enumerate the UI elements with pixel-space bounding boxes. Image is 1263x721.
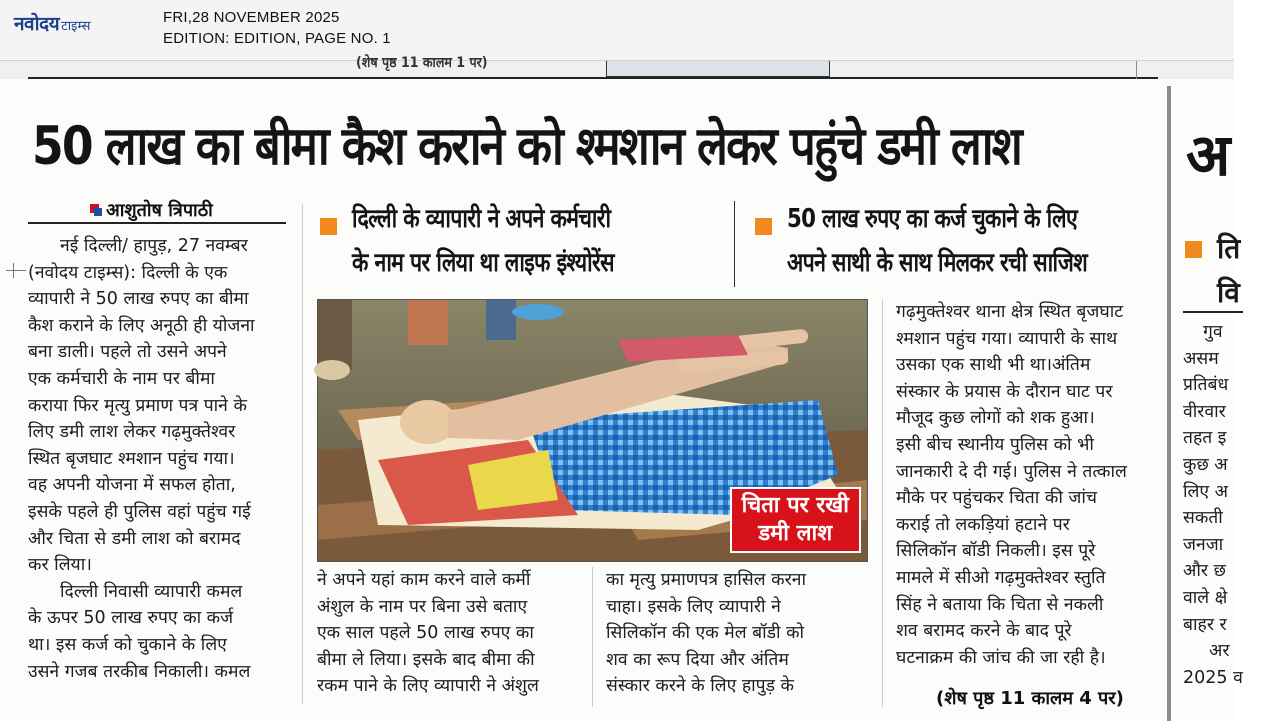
- photo-caption-line1: चिता पर रखी: [741, 493, 849, 518]
- subhead-bullet-icon: [320, 218, 337, 235]
- body-line: अंशुल के नाम पर बिना उसे बताए: [317, 596, 528, 617]
- crop-mark-v: [13, 263, 14, 278]
- newspaper-page[interactable]: [0, 55, 1243, 721]
- body-line: मौजूद कुछ लोगों को शक हुआ।: [896, 408, 1095, 429]
- body-line: के ऊपर 50 लाख रुपए का कर्ज: [28, 608, 234, 629]
- body-line: शव का रूप दिया और अंतिम: [606, 649, 789, 670]
- body-line: इसी बीच स्थानीय पुलिस को भी: [896, 434, 1094, 455]
- clipped-photo-edge: [606, 61, 830, 77]
- body-line: कराई तो लकड़ियां हटाने पर: [896, 514, 1070, 535]
- body-line: उसने गजब तरकीब निकाली। कमल: [28, 661, 251, 682]
- body-line: जनजा: [1183, 534, 1224, 555]
- body-line: था। इस कर्ज को चुकाने के लिए: [28, 634, 227, 655]
- body-line: संस्कार करने के लिए हापुड़ के: [606, 676, 794, 697]
- logo-main-text: नवोदय: [14, 13, 60, 35]
- body-line: मामले में सीओ गढ़मुक्तेश्वर स्तुति: [896, 567, 1106, 588]
- body-line: सिलिकॉन बॉडी निकली। इस पूरे: [896, 541, 1096, 562]
- clipped-continuation-text: (शेष पृष्ठ 11 कालम 1 पर): [356, 55, 488, 71]
- edition-page-info: EDITION: EDITION, PAGE NO. 1: [163, 30, 391, 47]
- byline: [90, 198, 213, 222]
- body-line: (नवोदय टाइम्स): दिल्ली के एक: [28, 262, 228, 283]
- newspaper-logo[interactable]: [14, 10, 90, 34]
- body-line: कराया फिर मृत्यु प्रमाण पत्र पाने के: [28, 395, 247, 416]
- body-line: बना डाली। पहले तो उसने अपने: [28, 342, 227, 363]
- body-line: तहत इ: [1183, 428, 1227, 449]
- body-line: शव बरामद करने के बाद पूरे: [896, 621, 1072, 642]
- body-line: कुछ अ: [1183, 454, 1228, 475]
- next-headline-fragment: अ: [1186, 121, 1231, 189]
- byline-rule: [28, 222, 286, 224]
- photo-caption-line2: डमी लाश: [758, 521, 833, 546]
- article-headline: 50 लाख का बीमा कैश कराने को श्मशान लेकर पहुंचे डमी लाश: [32, 116, 1021, 177]
- body-line: सकती: [1183, 508, 1223, 529]
- article-photo[interactable]: [317, 299, 868, 562]
- subhead-bullet-icon: [1185, 241, 1202, 258]
- column-divider: [302, 204, 303, 704]
- continuation-note[interactable]: (शेष पृष्ठ 11 कालम 4 पर): [936, 688, 1124, 709]
- edition-date: FRI,28 NOVEMBER 2025: [163, 9, 340, 26]
- body-line: जानकारी दे दी गई। पुलिस ने तत्काल: [896, 461, 1127, 482]
- body-line: का मृत्यु प्रमाणपत्र हासिल करना: [606, 570, 807, 590]
- column-divider: [592, 567, 593, 707]
- body-line: उसका एक साथी भी था।अंतिम: [896, 355, 1091, 376]
- body-line: मौके पर पहुंचकर चिता की जांच: [896, 488, 1098, 509]
- article-column-1: [28, 233, 288, 685]
- edition-header-bar: [0, 0, 1234, 61]
- photo-caption: [730, 487, 861, 553]
- body-line: संस्कार के प्रयास के दौरान घाट पर: [896, 381, 1113, 402]
- subhead-left-line1: दिल्ली के व्यापारी ने अपने कर्मचारी: [352, 204, 611, 234]
- body-line: लिए अ: [1183, 481, 1229, 502]
- body-line: श्मशान पहुंच गया। व्यापारी के साथ: [896, 328, 1118, 349]
- top-rule: [28, 77, 1158, 79]
- body-line: बाहर र: [1183, 614, 1227, 635]
- byline-author: आशुतोष त्रिपाठी: [106, 200, 213, 221]
- body-line: सिंह ने बताया कि चिता से नकली: [896, 594, 1104, 615]
- subhead-right-line1: 50 लाख रुपए का कर्ज चुकाने के लिए: [787, 204, 1078, 234]
- body-line: नई दिल्ली/ हापुड़, 27 नवम्बर: [60, 236, 248, 256]
- next-subhead-fragment: वि: [1217, 276, 1240, 309]
- body-line: असम: [1183, 348, 1219, 369]
- next-rule: [1183, 311, 1243, 313]
- crop-mark-h: [6, 270, 26, 271]
- body-line: घटनाक्रम की जांच की जा रही है।: [896, 647, 1106, 668]
- body-line: 2025 व: [1183, 667, 1243, 688]
- body-line: गढ़मुक्तेश्वर थाना क्षेत्र स्थित बृजघाट: [896, 302, 1124, 322]
- body-line: बीमा ले लिया। इसके बाद बीमा की: [317, 649, 535, 670]
- article-column-2: [317, 567, 579, 700]
- body-line: चाहा। इसके लिए व्यापारी ने: [606, 596, 781, 617]
- body-line: लिए डमी लाश लेकर गढ़मुक्तेश्वर: [28, 422, 236, 443]
- body-line: और चिता से डमी लाश को बरामद: [28, 528, 241, 549]
- body-line: रकम पाने के लिए व्यापारी ने अंशुल: [317, 676, 539, 697]
- next-article-column: [1183, 319, 1263, 691]
- article-column-3: [606, 567, 868, 700]
- body-line: एक कर्मचारी के नाम पर बीमा: [28, 368, 215, 389]
- body-line: वीरवार: [1183, 401, 1226, 422]
- body-line: वाले क्षे: [1183, 587, 1228, 608]
- body-line: सिलिकॉन की एक मेल बॉडी को: [606, 623, 805, 644]
- article-column-4: [896, 299, 1158, 671]
- body-line: कैश कराने के लिए अनूठी ही योजना: [28, 315, 255, 336]
- next-subhead-fragment: ति: [1217, 232, 1241, 265]
- clipped-divider: [1136, 61, 1137, 79]
- next-article-clipped: [1183, 61, 1243, 721]
- body-line: अर: [1209, 641, 1230, 662]
- body-line: वह अपनी योजना में सफल होता,: [28, 475, 236, 496]
- body-line: इसके पहले ही पुलिस वहां पहुंच गई: [28, 501, 251, 522]
- body-line: गुव: [1203, 322, 1223, 342]
- logo-sub-text: टाइम्स: [61, 19, 91, 34]
- subhead-right-line2: अपने साथी के साथ मिलकर रची साजिश: [787, 248, 1088, 278]
- byline-bullet-icon: [90, 204, 102, 216]
- body-line: प्रतिबंध: [1183, 375, 1229, 396]
- article-border: [1167, 86, 1171, 721]
- column-divider: [882, 299, 883, 707]
- subhead-bullet-icon: [755, 218, 772, 235]
- body-line: एक साल पहले 50 लाख रुपए का: [317, 623, 534, 644]
- subhead-divider: [734, 201, 735, 287]
- body-line: दिल्ली निवासी व्यापारी कमल: [60, 581, 243, 602]
- body-line: और छ: [1183, 561, 1226, 582]
- subhead-left-line2: के नाम पर लिया था लाइफ इंश्योरेंस: [352, 248, 614, 278]
- body-line: कर लिया।: [28, 555, 92, 576]
- body-line: स्थित बृजघाट श्मशान पहुंच गया।: [28, 448, 235, 469]
- body-line: ने अपने यहां काम करने वाले कर्मी: [317, 570, 531, 590]
- body-line: व्यापारी ने 50 लाख रुपए का बीमा: [28, 289, 249, 310]
